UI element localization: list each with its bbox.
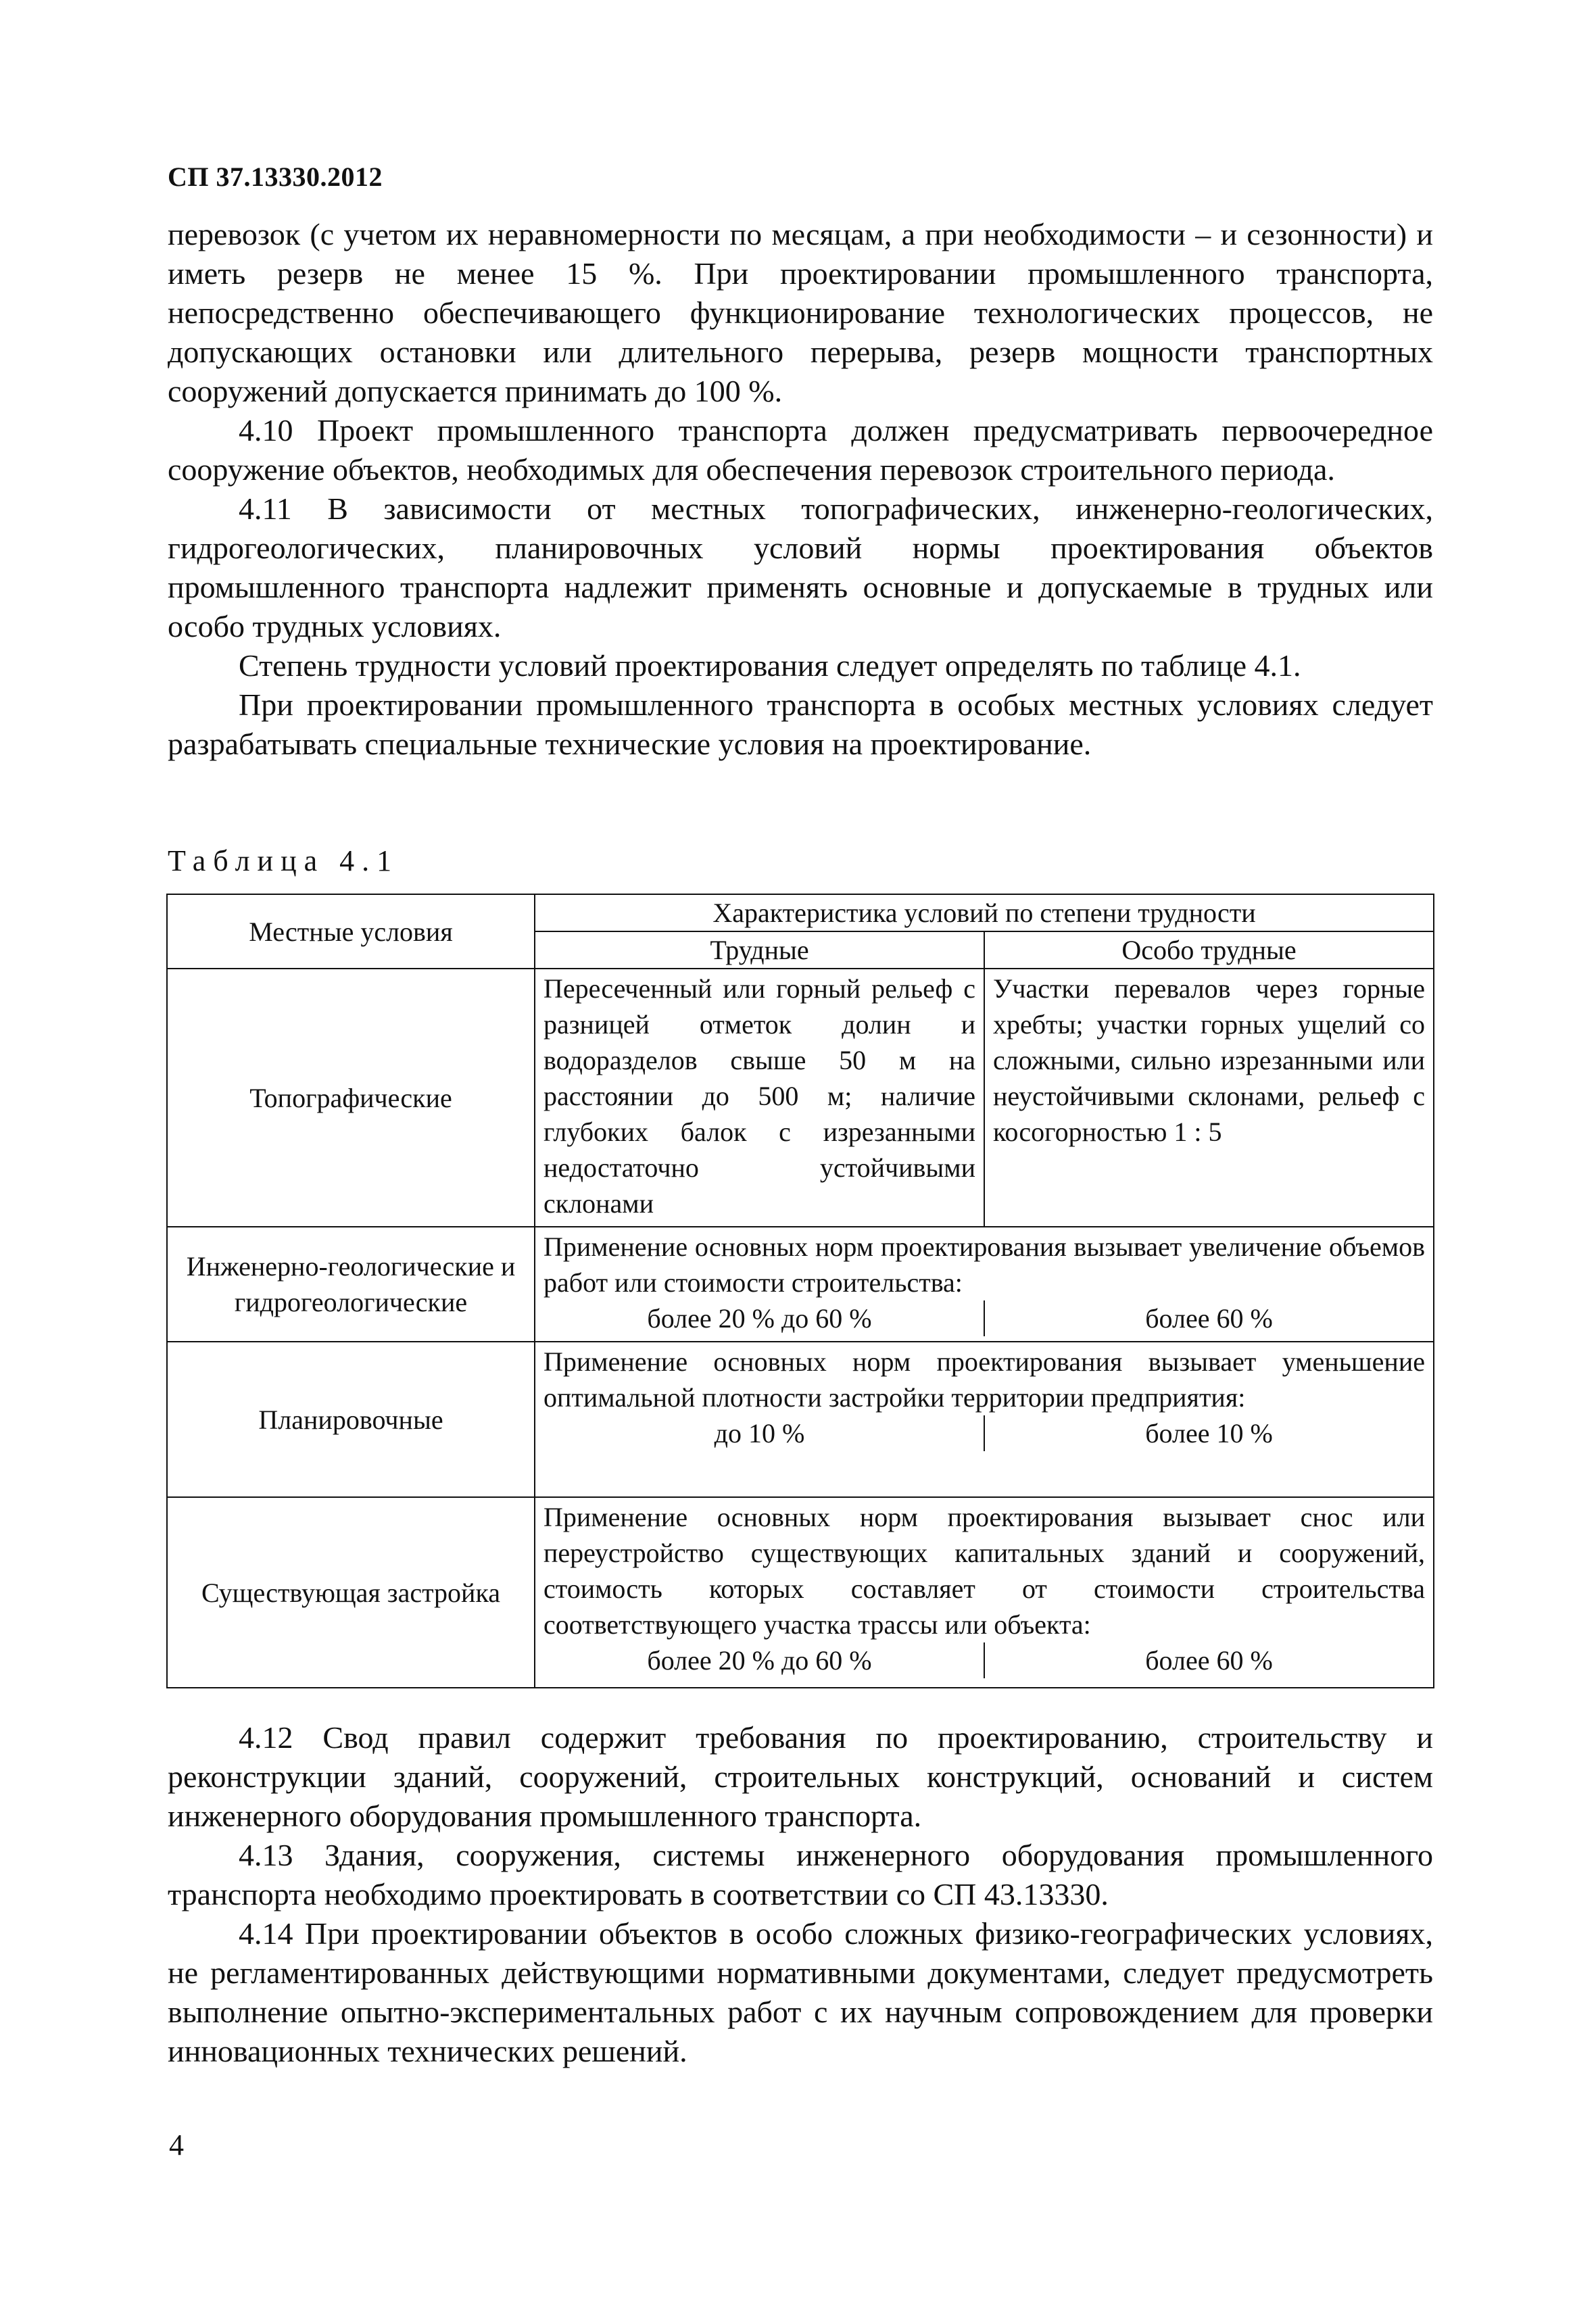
paragraph-4-11: 4.11 В зависимости от местных топографических, инженерно-геологических, гидрогеологических, планировочных условий нормы проектирования объектов промышленного транспорта надлежит применять основные и допускаемые в трудных или особо трудных условиях.: [168, 491, 1433, 643]
topographic-difficult: Пересеченный или горный рельеф с разницей отметок долин и водоразделов свыше 50 м на расстоянии до 500 м; наличие глубоких балок с изрезанными недостаточно устойчивыми склонами: [535, 969, 984, 1227]
existing-development-difficult: более 20 % до 60 %: [535, 1642, 985, 1678]
text-block-upper: [168, 215, 1433, 764]
header-difficult: Трудные: [535, 931, 984, 969]
paragraph-4-13: 4.13 Здания, сооружения, системы инженерного оборудования промышленного транспорта необходимо проектировать в соответствии со СП 43.13330.: [168, 1838, 1433, 1911]
engineering-geological-very-difficult: более 60 %: [1145, 1303, 1273, 1334]
planning-cell: [535, 1342, 1434, 1497]
header-very-difficult: Особо трудные: [984, 931, 1434, 969]
engineering-geological-difficult: более 20 % до 60 %: [535, 1300, 985, 1336]
header-characteristics: Характеристика условий по степени трудности: [535, 894, 1434, 931]
document-code-header: СП 37.13330.2012: [168, 162, 383, 192]
existing-development-cell: [535, 1497, 1434, 1688]
planning-very-difficult: более 10 %: [1145, 1418, 1273, 1448]
conditions-table: [166, 894, 1434, 1688]
row-label-engineering-geological: Инженерно-геологические и гидрогеологические: [167, 1227, 535, 1342]
engineering-geological-text: Применение основных норм проектирования вызывает увеличение объемов работ или стоимости строительства:: [543, 1232, 1425, 1298]
paragraph-continuation: перевозок (с учетом их неравномерности по месяцам, а при необходимости – и сезонности) и иметь резерв не менее 15 %. При проектировании промышленного транспорта, непосредственно обеспечивающего функционирование технологических процессов, не допускающих остановки или длительного перерыва, резерв мощности транспортных сооружений допускается принимать до 100 %.: [168, 217, 1433, 408]
table-caption: Таблица 4.1: [168, 844, 400, 877]
engineering-geological-cell: [535, 1227, 1434, 1342]
topographic-very-difficult: Участки перевалов через горные хребты; участки горных ущелий со сложными, сильно изрезанными или неустойчивыми склонами, рельеф с косогорностью 1 : 5: [984, 969, 1434, 1227]
row-label-topographic: Топографические: [167, 969, 535, 1227]
text-block-lower: [168, 1718, 1433, 2071]
engineering-geological-split: [535, 1300, 1433, 1336]
existing-development-text: Применение основных норм проектирования вызывает снос или переустройство существующих капитальных зданий и сооружений, стоимость которых составляет от стоимости строительства соответствующего участка трассы или объекта:: [543, 1502, 1425, 1640]
paragraph-4-12: 4.12 Свод правил содержит требования по проектированию, строительству и реконструкции зданий, сооружений, строительных конструкций, оснований и систем инженерного оборудования промышленного транспорта.: [168, 1720, 1433, 1833]
existing-development-very-difficult: более 60 %: [1145, 1645, 1273, 1676]
header-local-conditions: Местные условия: [167, 894, 535, 969]
page-number: 4: [169, 2128, 184, 2162]
paragraph-difficulty-reference: Степень трудности условий проектирования следует определять по таблице 4.1.: [239, 648, 1301, 683]
planning-text: Применение основных норм проектирования вызывает уменьшение оптимальной плотности застройки территории предприятия:: [543, 1346, 1425, 1413]
paragraph-special-conditions: При проектировании промышленного транспорта в особых местных условиях следует разрабатывать специальные технические условия на проектирование.: [168, 687, 1433, 761]
existing-development-split: [535, 1642, 1433, 1678]
planning-split: [535, 1415, 1433, 1451]
planning-difficult: до 10 %: [535, 1415, 985, 1451]
paragraph-4-10: 4.10 Проект промышленного транспорта должен предусматривать первоочередное сооружение объектов, необходимых для обеспечения перевозок строительного периода.: [168, 413, 1433, 487]
row-label-planning: Планировочные: [167, 1342, 535, 1497]
row-label-existing-development: Существующая застройка: [167, 1497, 535, 1688]
paragraph-4-14: 4.14 При проектировании объектов в особо сложных физико-географических условиях, не регламентированных действующими нормативными документами, следует предусмотреть выполнение опытно-экспериментальных работ с их научным сопровождением для проверки инновационных технических решений.: [168, 1916, 1433, 2068]
